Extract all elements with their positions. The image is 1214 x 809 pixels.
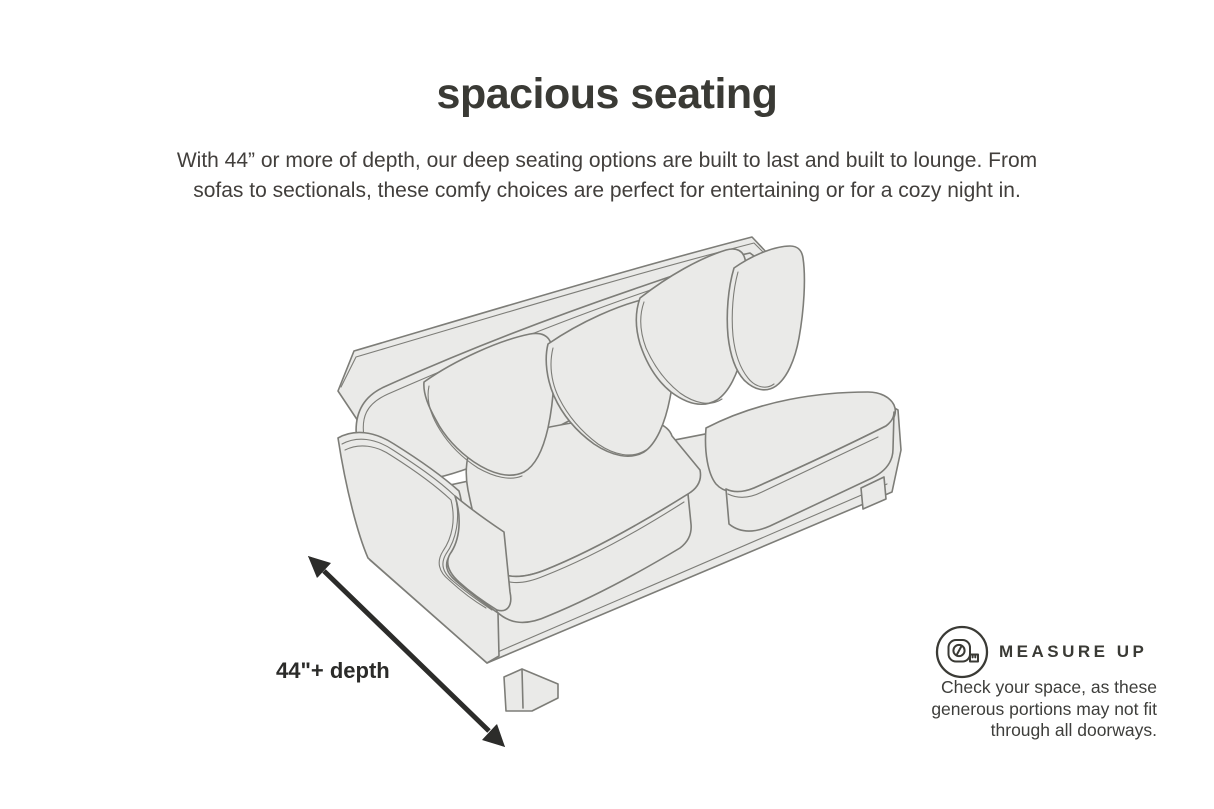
measure-up-note-line-3: through all doorways. bbox=[990, 720, 1157, 740]
page-title: spacious seating bbox=[436, 70, 778, 118]
tape-measure-icon bbox=[933, 623, 991, 681]
sofa-front-leg-edge bbox=[522, 669, 523, 708]
measure-up-title: MEASURE UP bbox=[999, 642, 1148, 661]
intro-line-1: With 44” or more of depth, our deep seating options are built to last and built to lounge. From bbox=[176, 149, 1038, 172]
measure-up-note-line-1: Check your space, as these bbox=[941, 677, 1157, 697]
sofa-front-leg bbox=[504, 669, 558, 711]
intro-line-2: sofas to sectionals, these comfy choices are perfect for entertaining or for a cozy night in. bbox=[193, 179, 1021, 202]
measure-up-note-line-2: generous portions may not fit bbox=[931, 698, 1157, 719]
depth-dimension-label: 44"+ depth bbox=[276, 658, 390, 683]
sofa-pillow-4 bbox=[727, 246, 804, 390]
measure-up-note bbox=[857, 677, 1157, 742]
